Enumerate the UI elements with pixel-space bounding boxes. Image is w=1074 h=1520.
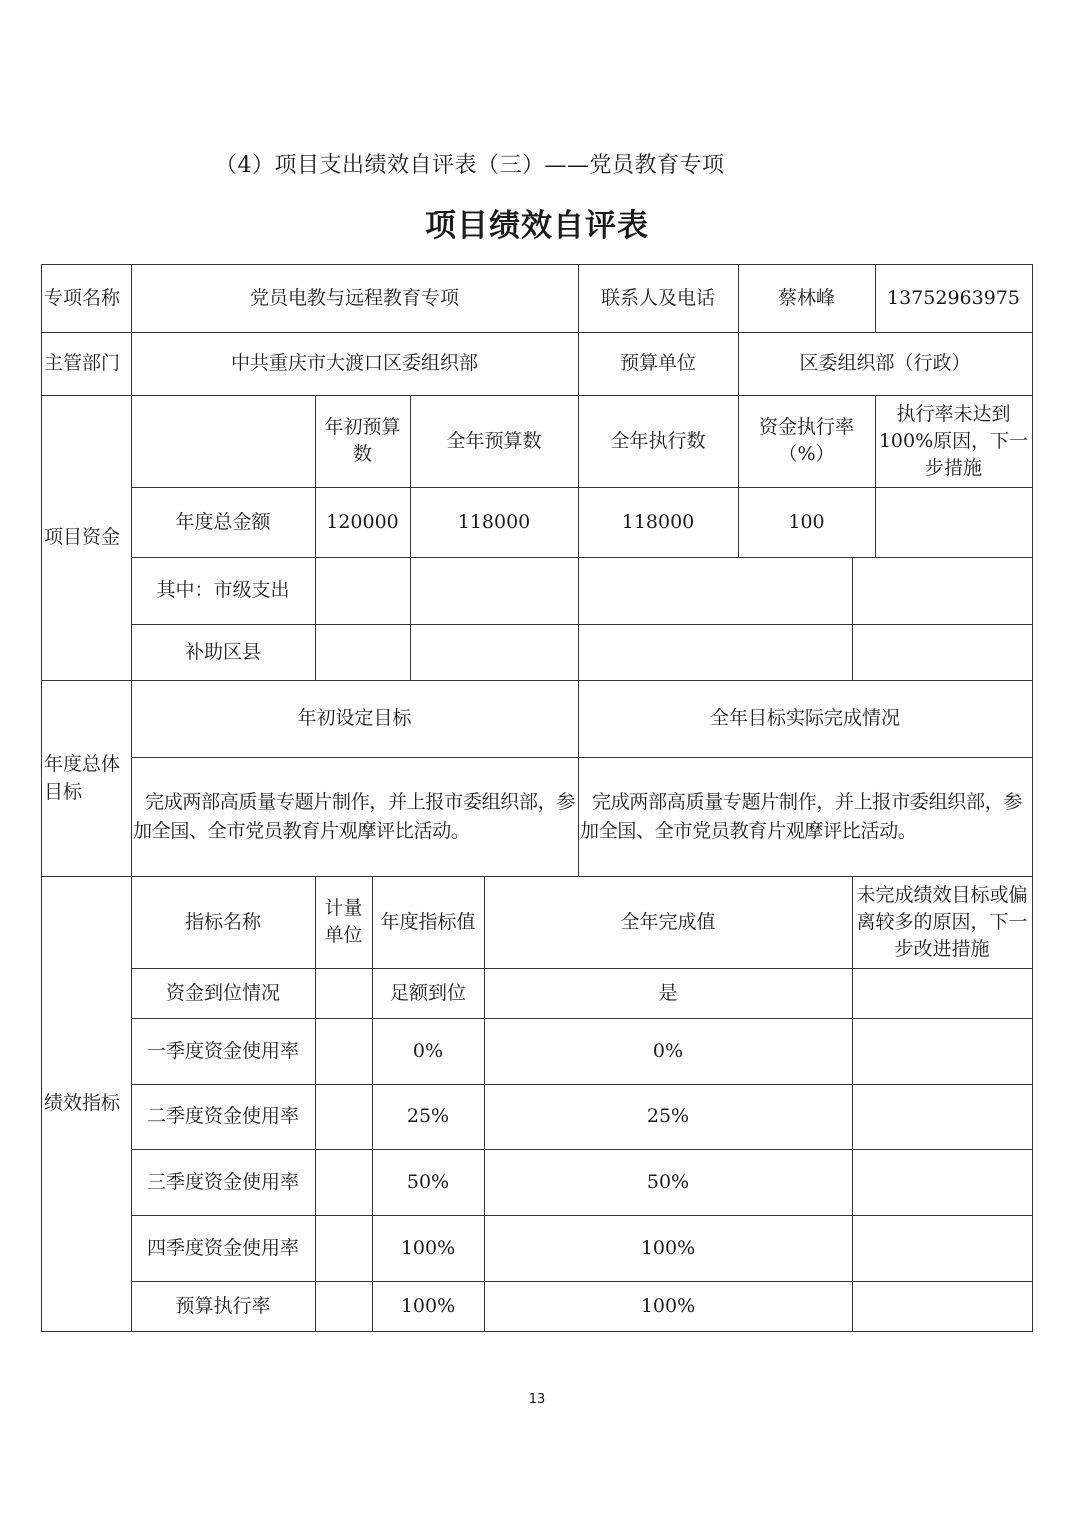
indicators-header-target: 年度指标值 <box>380 910 476 933</box>
col-divider <box>852 557 853 680</box>
indicator-target: 100% <box>400 1236 456 1259</box>
goals-actual-text: 完成两部高质量专题片制作，并上报市委组织部，参加全国、全市党员教育片观摩评比活动。 <box>580 790 1023 842</box>
goals-initial-text: 完成两部高质量专题片制作，并上报市委组织部，参加全国、全市党员教育片观摩评比活动。 <box>133 790 576 842</box>
funds-executed: 118000 <box>621 510 695 533</box>
funds-reason <box>875 487 1032 557</box>
funds-header-reason: 执行率未达到100%原因，下一步措施 <box>878 402 1029 479</box>
table-border-right <box>1032 264 1033 1332</box>
funds-annual-budget: 118000 <box>457 510 531 533</box>
funds-header-rate: 资金执行率（%） <box>758 416 854 465</box>
dept-value: 中共重庆市大渡口区委组织部 <box>230 352 478 374</box>
budget-unit-label: 预算单位 <box>619 352 696 374</box>
project-name-label: 专项名称 <box>44 286 121 309</box>
indicator-target: 25% <box>406 1105 450 1127</box>
budget-unit-value: 区委组织部（行政） <box>799 352 971 374</box>
indicator-name: 二季度资金使用率 <box>146 1105 299 1127</box>
funds-header-annual-budget: 全年预算数 <box>446 429 542 452</box>
table-border-bottom <box>41 1331 1033 1332</box>
goals-initial-header: 年初设定目标 <box>297 707 412 729</box>
contact-label: 联系人及电话 <box>600 286 715 309</box>
page-number: 13 <box>528 1392 546 1407</box>
dept-label: 主管部门 <box>44 352 121 374</box>
project-name-value: 党员电教与远程教育专项 <box>249 286 459 309</box>
indicators-header-reason: 未完成绩效目标或偏离较多的原因，下一步改进措施 <box>856 883 1028 960</box>
funds-row-label: 年度总金额 <box>175 510 271 533</box>
indicator-target: 50% <box>406 1170 450 1193</box>
document-title: 项目绩效自评表 <box>425 208 649 244</box>
contact-phone: 13752963975 <box>887 286 1020 309</box>
indicator-target: 100% <box>400 1294 456 1317</box>
indicator-target: 0% <box>412 1039 444 1062</box>
indicator-actual: 0% <box>652 1039 684 1062</box>
funds-row-label: 补助区县 <box>184 640 261 663</box>
funds-header-executed: 全年执行数 <box>610 429 706 452</box>
indicator-actual: 50% <box>646 1170 690 1193</box>
indicator-target: 足额到位 <box>389 981 466 1004</box>
indicator-name: 三季度资金使用率 <box>146 1170 299 1193</box>
contact-name: 蔡林峰 <box>777 286 835 309</box>
funds-section-label: 项目资金 <box>44 526 121 548</box>
indicators-header-name: 指标名称 <box>184 910 261 933</box>
funds-row-label: 其中：市级支出 <box>156 579 290 601</box>
indicators-header-unit: 计量单位 <box>324 897 363 946</box>
indicator-actual: 25% <box>646 1105 690 1127</box>
indicator-actual: 100% <box>640 1236 696 1259</box>
indicator-name: 一季度资金使用率 <box>146 1039 299 1062</box>
indicator-actual: 是 <box>658 981 678 1004</box>
indicators-section-label: 绩效指标 <box>44 1092 121 1114</box>
goals-actual-header: 全年目标实际完成情况 <box>709 707 900 729</box>
indicator-name: 预算执行率 <box>175 1294 271 1317</box>
funds-initial-budget: 120000 <box>326 510 399 533</box>
indicator-name: 四季度资金使用率 <box>146 1236 299 1259</box>
funds-header-initial-budget: 年初预算数 <box>324 416 401 465</box>
indicators-header-actual: 全年完成值 <box>620 910 716 933</box>
goals-section-label: 年度总体目标 <box>44 753 121 803</box>
document-subtitle: （4）项目支出绩效自评表（三）——党员教育专项 <box>215 153 725 178</box>
funds-rate: 100 <box>788 510 825 533</box>
indicator-name: 资金到位情况 <box>165 981 280 1004</box>
indicator-actual: 100% <box>640 1294 696 1317</box>
